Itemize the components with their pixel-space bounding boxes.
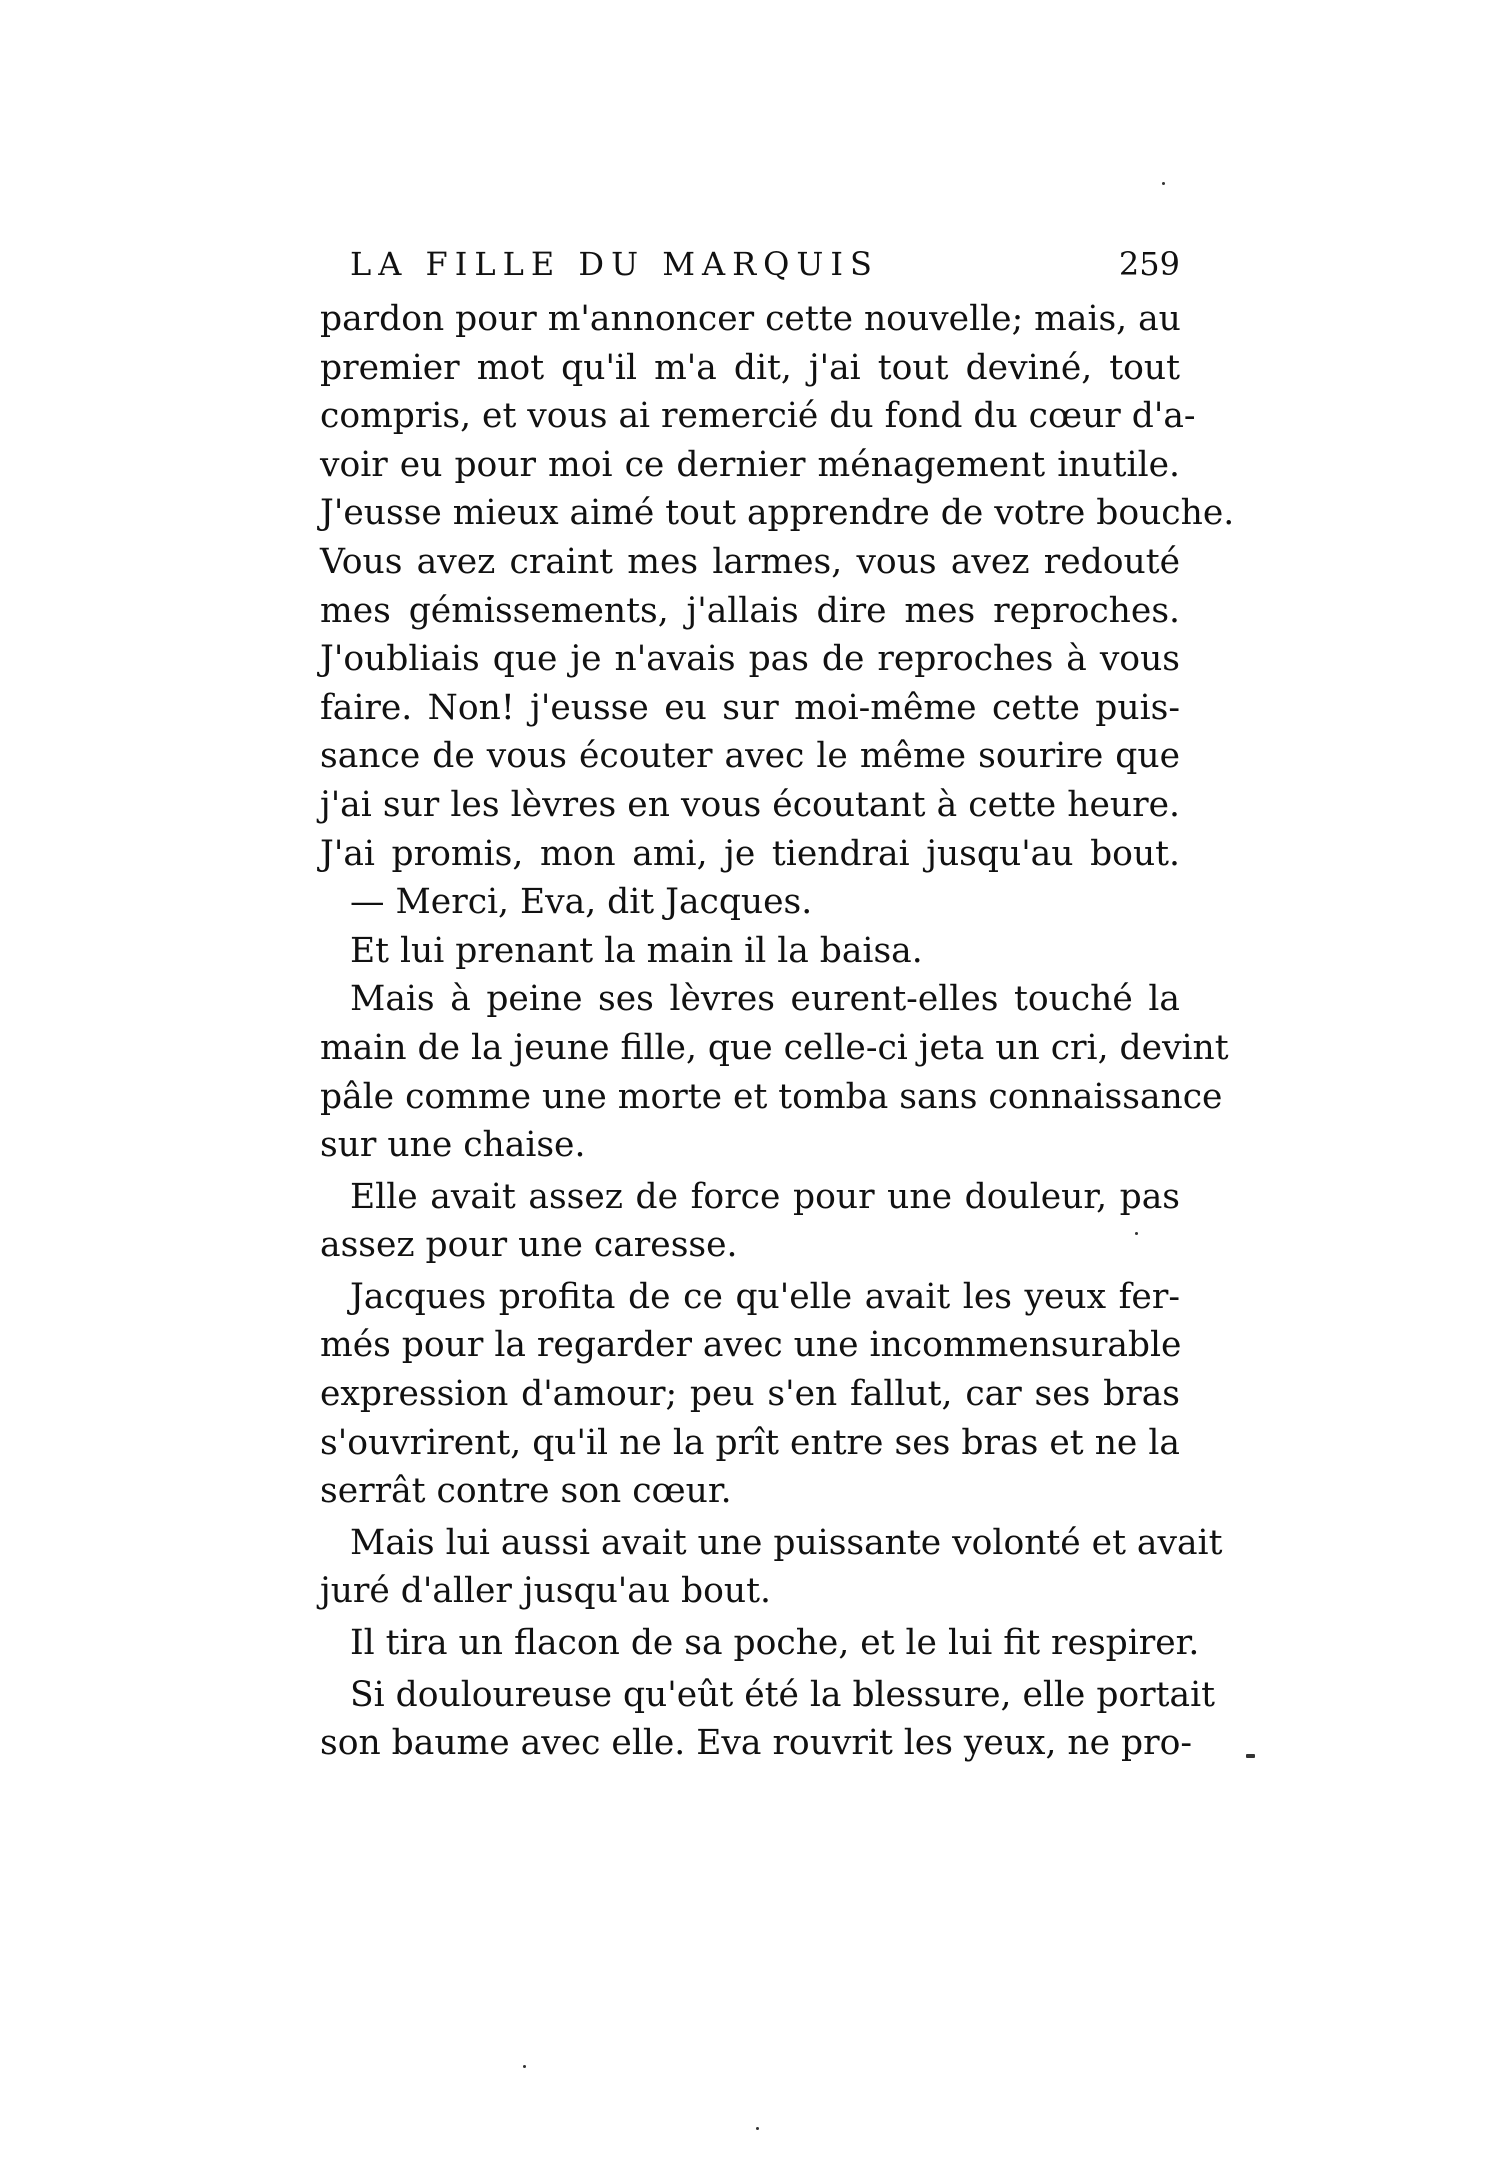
text-line: Si douloureuse qu'eût été la blessure, elle portait — [350, 1674, 1215, 1715]
text-line: j'ai sur les lèvres en vous écoutant à cette heure. — [320, 784, 1180, 825]
text-line: Vous avez craint mes larmes, vous avez redouté — [320, 541, 1180, 582]
text-line: J'eusse mieux aimé tout apprendre de votre bouche. — [320, 493, 1235, 534]
text-line: Elle avait assez de force pour une douleur, pas — [350, 1176, 1180, 1217]
text-line: juré d'aller jusqu'au bout. — [320, 1571, 771, 1612]
running-title: LA FILLE DU MARQUIS — [350, 245, 879, 283]
book-page — [320, 235, 1235, 1768]
text-line: més pour la regarder avec une incommensurable — [320, 1325, 1182, 1366]
text-line: Mais à peine ses lèvres eurent-elles touché la — [350, 979, 1180, 1020]
running-head — [320, 235, 1180, 295]
text-line: s'ouvrirent, qu'il ne la prît entre ses bras et ne la — [320, 1422, 1180, 1463]
scan-speck — [523, 2065, 526, 2068]
text-line: voir eu pour moi ce dernier ménagement inutile. — [320, 444, 1180, 485]
text-line: Il tira un flacon de sa poche, et le lui fit respirer. — [350, 1623, 1200, 1664]
text-line: assez pour une caresse. — [320, 1225, 738, 1266]
text-line: — Merci, Eva, dit Jacques. — [350, 882, 813, 923]
scan-speck — [1135, 1232, 1138, 1235]
text-line: serrât contre son cœur. — [320, 1471, 732, 1512]
page-number: 259 — [1118, 245, 1180, 283]
text-line: premier mot qu'il m'a dit, j'ai tout deviné, tout — [320, 347, 1180, 388]
text-line: compris, et vous ai remercié du fond du cœur d'a- — [320, 396, 1196, 437]
text-line: Jacques profita de ce qu'elle avait les yeux fer- — [350, 1276, 1180, 1317]
text-line: expression d'amour; peu s'en fallut, car ses bras — [320, 1374, 1180, 1415]
scan-speck — [756, 2127, 759, 2130]
text-line: sance de vous écouter avec le même sourire que — [320, 736, 1180, 777]
text-line: J'ai promis, mon ami, je tiendrai jusqu'au bout. — [320, 833, 1180, 874]
text-line: main de la jeune fille, que celle-ci jeta un cri, devint — [320, 1027, 1229, 1068]
text-line: Mais lui aussi avait une puissante volonté et avait — [350, 1522, 1223, 1563]
text-line: sur une chaise. — [320, 1125, 586, 1166]
text-line: J'oubliais que je n'avais pas de reproches à vous — [320, 639, 1180, 680]
text-line: pardon pour m'annoncer cette nouvelle; mais, au — [320, 299, 1181, 339]
text-line: son baume avec elle. Eva rouvrit les yeux, ne pro- — [320, 1723, 1193, 1764]
body-text — [320, 295, 1235, 1768]
scan-speck — [1162, 182, 1165, 185]
text-line: pâle comme une morte et tomba sans connaissance — [320, 1076, 1223, 1117]
text-line: faire. Non! j'eusse eu sur moi-même cette puis- — [320, 687, 1180, 728]
scan-speck — [1246, 1754, 1255, 1758]
text-line: mes gémissements, j'allais dire mes reproches. — [320, 590, 1180, 631]
text-line: Et lui prenant la main il la baisa. — [350, 930, 923, 971]
